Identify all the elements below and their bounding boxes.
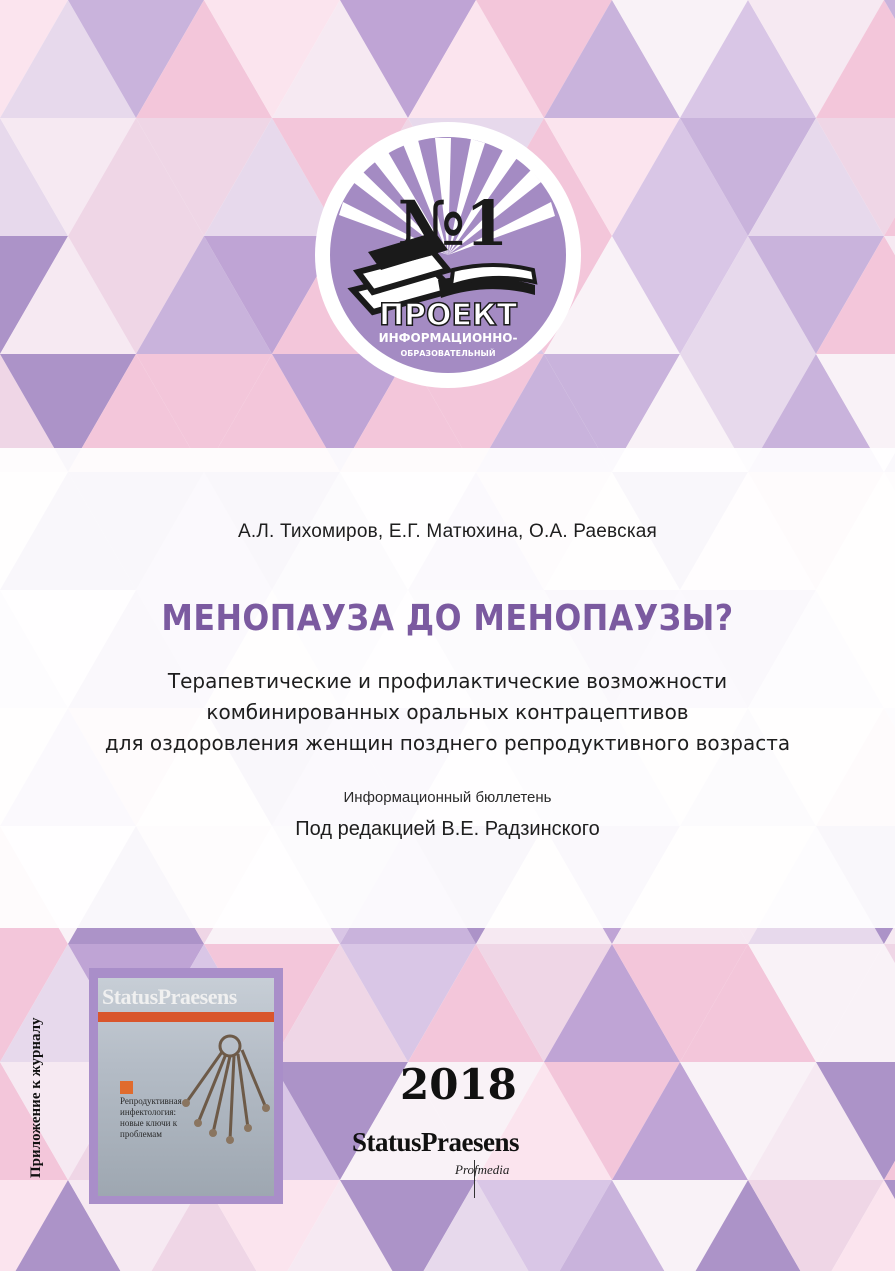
- publisher-subtitle: Profmedia: [455, 1162, 510, 1177]
- logo-line1: ИНФОРМАЦИОННО-: [378, 331, 518, 345]
- subtitle-line: Терапевтические и профилактические возможности: [167, 669, 728, 693]
- bulletin-label: Информационный бюллетень: [343, 789, 552, 806]
- project-logo: [313, 120, 583, 390]
- logo-word: ПРОЕКТ: [378, 298, 518, 333]
- magazine-badge: [120, 1081, 133, 1094]
- subtitle-line: для оздоровления женщин позднего репродуктивного возраста: [104, 731, 791, 755]
- magazine-cover: [98, 978, 274, 1196]
- magazine-strip: [98, 1012, 274, 1022]
- authors: А.Л. Тихомиров, Е.Г. Матюхина, О.А. Раевская: [237, 521, 658, 542]
- subtitle-line: комбинированных оральных контрацептивов: [206, 700, 689, 724]
- publisher-logo: StatusPraesens: [352, 1127, 519, 1157]
- magazine-title: StatusPraesens: [102, 984, 237, 1009]
- logo-line2: ОБРАЗОВАТЕЛЬНЫЙ: [400, 349, 496, 358]
- subtitle: [0, 666, 895, 759]
- magazine-headline: Репродуктивная инфектология: новые ключи к проблемам: [120, 1096, 182, 1139]
- supplement-note: Приложение к журналу: [28, 1017, 44, 1178]
- year: 2018: [400, 1060, 517, 1109]
- logo-number: №1: [397, 187, 509, 260]
- editor-credit: Под редакцией В.Е. Радзинского: [295, 818, 600, 840]
- page-title: МЕНОПАУЗА ДО МЕНОПАУЗЫ?: [161, 598, 734, 639]
